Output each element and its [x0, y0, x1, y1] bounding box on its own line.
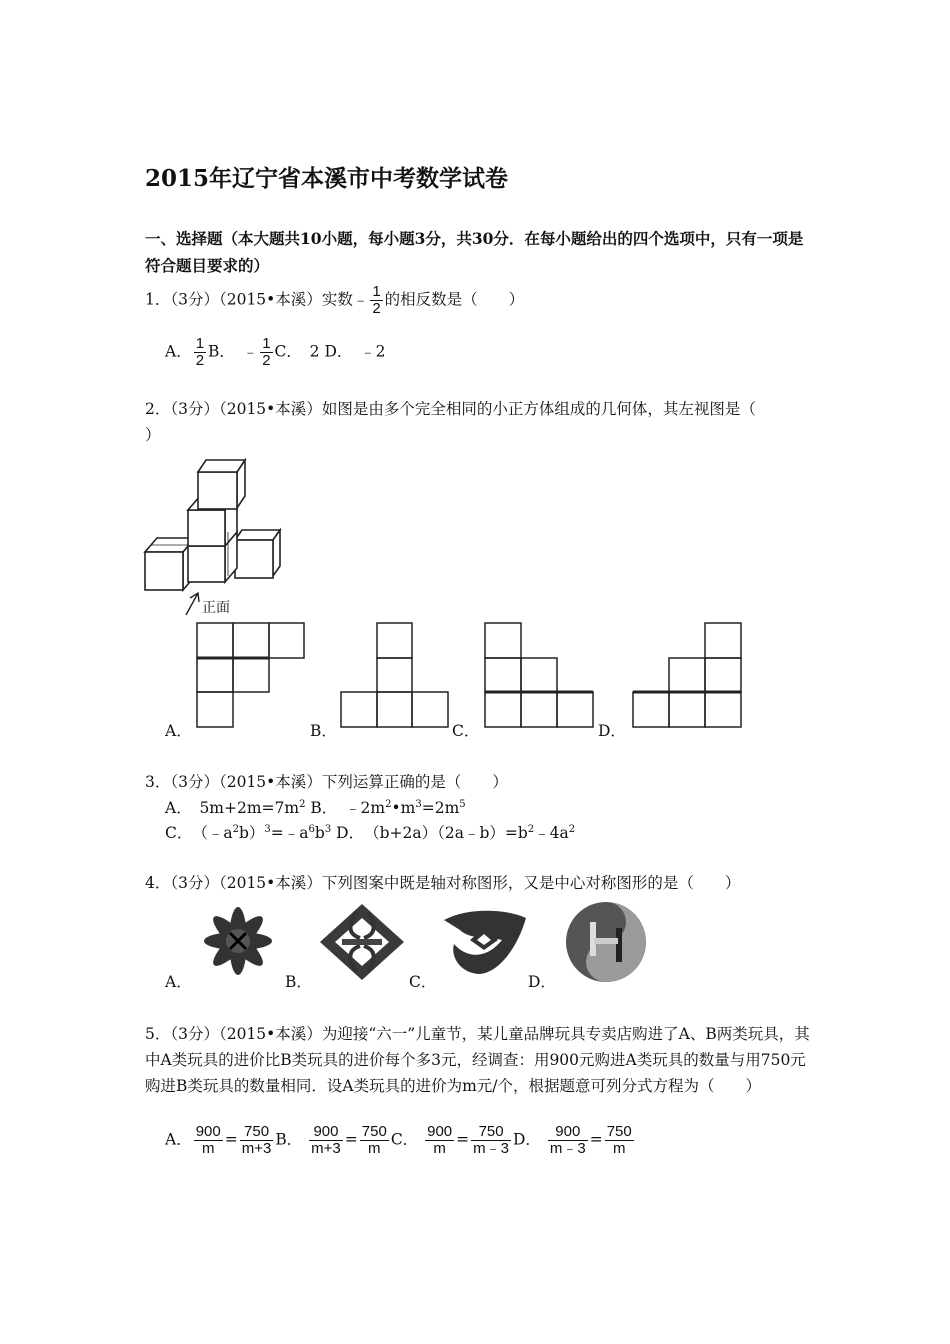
q1-option-d[interactable]: D． ﹣2	[324, 342, 386, 361]
q1-options	[165, 336, 386, 369]
q3-c-mid3: b	[314, 824, 325, 842]
q5-c-eq: =	[456, 1130, 470, 1149]
q3-option-c[interactable]: C． （﹣a	[165, 824, 233, 842]
q3-d-sup1: 2	[527, 824, 535, 835]
q5-a-r-num: 750	[240, 1124, 274, 1141]
q5-a-left	[194, 1124, 223, 1157]
q3-c-sup1: 2	[232, 824, 239, 835]
question-4: 4．（3分）（2015•本溪）下列图案中既是轴对称图形，又是中心对称图形的是（ ）	[145, 874, 741, 892]
q5-d-right	[605, 1124, 634, 1157]
q5-c-r-num: 750	[471, 1124, 511, 1141]
q1-den: 2	[372, 300, 381, 317]
q1-option-b-label[interactable]: B． ﹣	[208, 342, 259, 361]
q1-suffix: 的相反数是（ ）	[384, 290, 525, 309]
q3-c-sup4: 3	[324, 824, 332, 835]
question-1	[145, 284, 524, 317]
q1-a-num: 1	[195, 335, 205, 352]
q2-option-b-label[interactable]: B．	[310, 722, 337, 740]
q4-option-b-label[interactable]: B．	[285, 973, 312, 991]
q3-c-sup3: 6	[308, 824, 315, 835]
q5-d-r-den: m	[612, 1140, 626, 1157]
q2-option-a-label[interactable]: A．	[165, 722, 192, 740]
q5-c-l-den: m	[433, 1140, 446, 1157]
q5-c-right	[471, 1124, 511, 1157]
q3-d-mid: ﹣4a	[534, 824, 569, 842]
q5-a-l-num: 900	[195, 1123, 221, 1140]
question-2-line2: ）	[145, 426, 161, 444]
q1-fraction	[370, 284, 382, 317]
q3-options-cd	[165, 822, 575, 844]
page-title: 2015年辽宁省本溪市中考数学试卷	[145, 165, 509, 192]
q1-b-num: 1	[262, 335, 271, 352]
q3-c-mid2: =﹣a	[270, 824, 309, 842]
q1-prefix: 1．（3分）（2015•本溪）实数﹣	[145, 290, 369, 309]
q5-d-r-num: 750	[606, 1123, 632, 1140]
q5-a-eq: =	[224, 1130, 238, 1149]
question-2-line1: 2．（3分）（2015•本溪）如图是由多个完全相同的小正方体组成的几何体，其左视图是（	[145, 400, 756, 418]
section-heading: 一、选择题（本大题共10小题，每小题3分，共30分．在每小题给出的四个选项中，只有一项是符合题目要求的）	[145, 229, 804, 275]
q3-options-ab	[165, 797, 466, 819]
q3-option-a[interactable]: A． 5m+2m=7m	[165, 799, 300, 817]
question-3: 3．（3分）（2015•本溪）下列运算正确的是（ ）	[145, 773, 508, 791]
q4-option-b-pattern-icon	[318, 902, 406, 982]
q3-c-mid: b）	[238, 824, 265, 842]
q5-option-a[interactable]: A．	[165, 1130, 192, 1149]
q2-option-d-label[interactable]: D．	[598, 722, 626, 740]
q4-option-c-pattern-icon	[440, 906, 530, 978]
q2-option-b-figure	[340, 622, 452, 730]
q3-b-mid: •m	[391, 799, 416, 817]
q3-option-d[interactable]: D． （b+2a）（2a﹣b）=b	[331, 824, 528, 842]
q5-d-l-den: m﹣3	[549, 1140, 586, 1157]
q5-b-r-num: 750	[361, 1123, 387, 1140]
q2-option-c-label[interactable]: C．	[452, 722, 480, 740]
q3-b-end: =2m	[421, 799, 460, 817]
q1-num: 1	[372, 283, 381, 300]
q5-a-right	[240, 1124, 274, 1157]
q4-option-d-pattern-icon	[564, 900, 648, 984]
q5-c-left	[425, 1124, 454, 1157]
q5-b-left	[309, 1124, 343, 1157]
q1-b-den: 2	[262, 352, 271, 369]
q5-b-eq: =	[344, 1130, 358, 1149]
q5-c-l-num: 900	[427, 1123, 453, 1140]
q5-option-b[interactable]: B．	[275, 1130, 303, 1149]
q3-b-sup2: 3	[415, 799, 422, 810]
q1-option-a-label[interactable]: A．	[165, 342, 192, 361]
question-5: 5．（3分）（2015•本溪）为迎接“六一”儿童节，某儿童品牌玩具专卖店购进了A、B两类玩具，其中A类玩具的进价比B类玩具的进价每个多3元，经调查：用900元购进A类玩具的数量与用750元购进B类玩具的数量相同．设A类玩具的进价为m元/个，根据题意可列分式方程为（ ）	[145, 1025, 810, 1095]
q3-d-sup2: 2	[568, 824, 576, 835]
q2-option-c-figure	[484, 622, 596, 730]
q4-option-a-pattern-icon	[196, 902, 280, 980]
q3-b-sup1: 2	[385, 799, 392, 810]
q2-option-a-figure	[196, 622, 308, 730]
front-label: 正面	[202, 600, 230, 616]
q5-a-l-den: m	[201, 1140, 215, 1157]
q1-option-b-fraction	[260, 336, 272, 369]
q3-b-sup3: 5	[459, 799, 466, 810]
q3-option-b[interactable]: B． ﹣2m	[305, 799, 386, 817]
q3-c-sup2: 3	[264, 824, 271, 835]
q5-d-eq: =	[589, 1130, 603, 1149]
q5-d-l-num: 900	[548, 1124, 588, 1141]
q4-option-c-label[interactable]: C．	[409, 973, 437, 991]
q5-option-c[interactable]: C．	[390, 1130, 419, 1149]
cube-solid-figure	[140, 450, 290, 620]
q4-option-a-label[interactable]: A．	[165, 973, 192, 991]
q5-b-r-den: m	[368, 1140, 381, 1157]
q5-b-l-num: 900	[309, 1124, 343, 1141]
q5-option-d[interactable]: D．	[513, 1130, 541, 1149]
q3-a-sup: 2	[299, 799, 306, 810]
q5-b-l-den: m+3	[311, 1140, 341, 1157]
q1-option-a-fraction	[194, 336, 206, 369]
q5-b-right	[360, 1124, 389, 1157]
q5-options	[165, 1124, 636, 1157]
q4-option-d-label[interactable]: D．	[528, 973, 556, 991]
q2-option-d-figure	[632, 622, 744, 730]
q1-option-c[interactable]: C． 2	[274, 342, 320, 361]
q5-d-left	[548, 1124, 588, 1157]
q5-c-r-den: m﹣3	[473, 1140, 509, 1157]
q1-a-den: 2	[195, 352, 205, 369]
q5-a-r-den: m+3	[241, 1140, 272, 1157]
